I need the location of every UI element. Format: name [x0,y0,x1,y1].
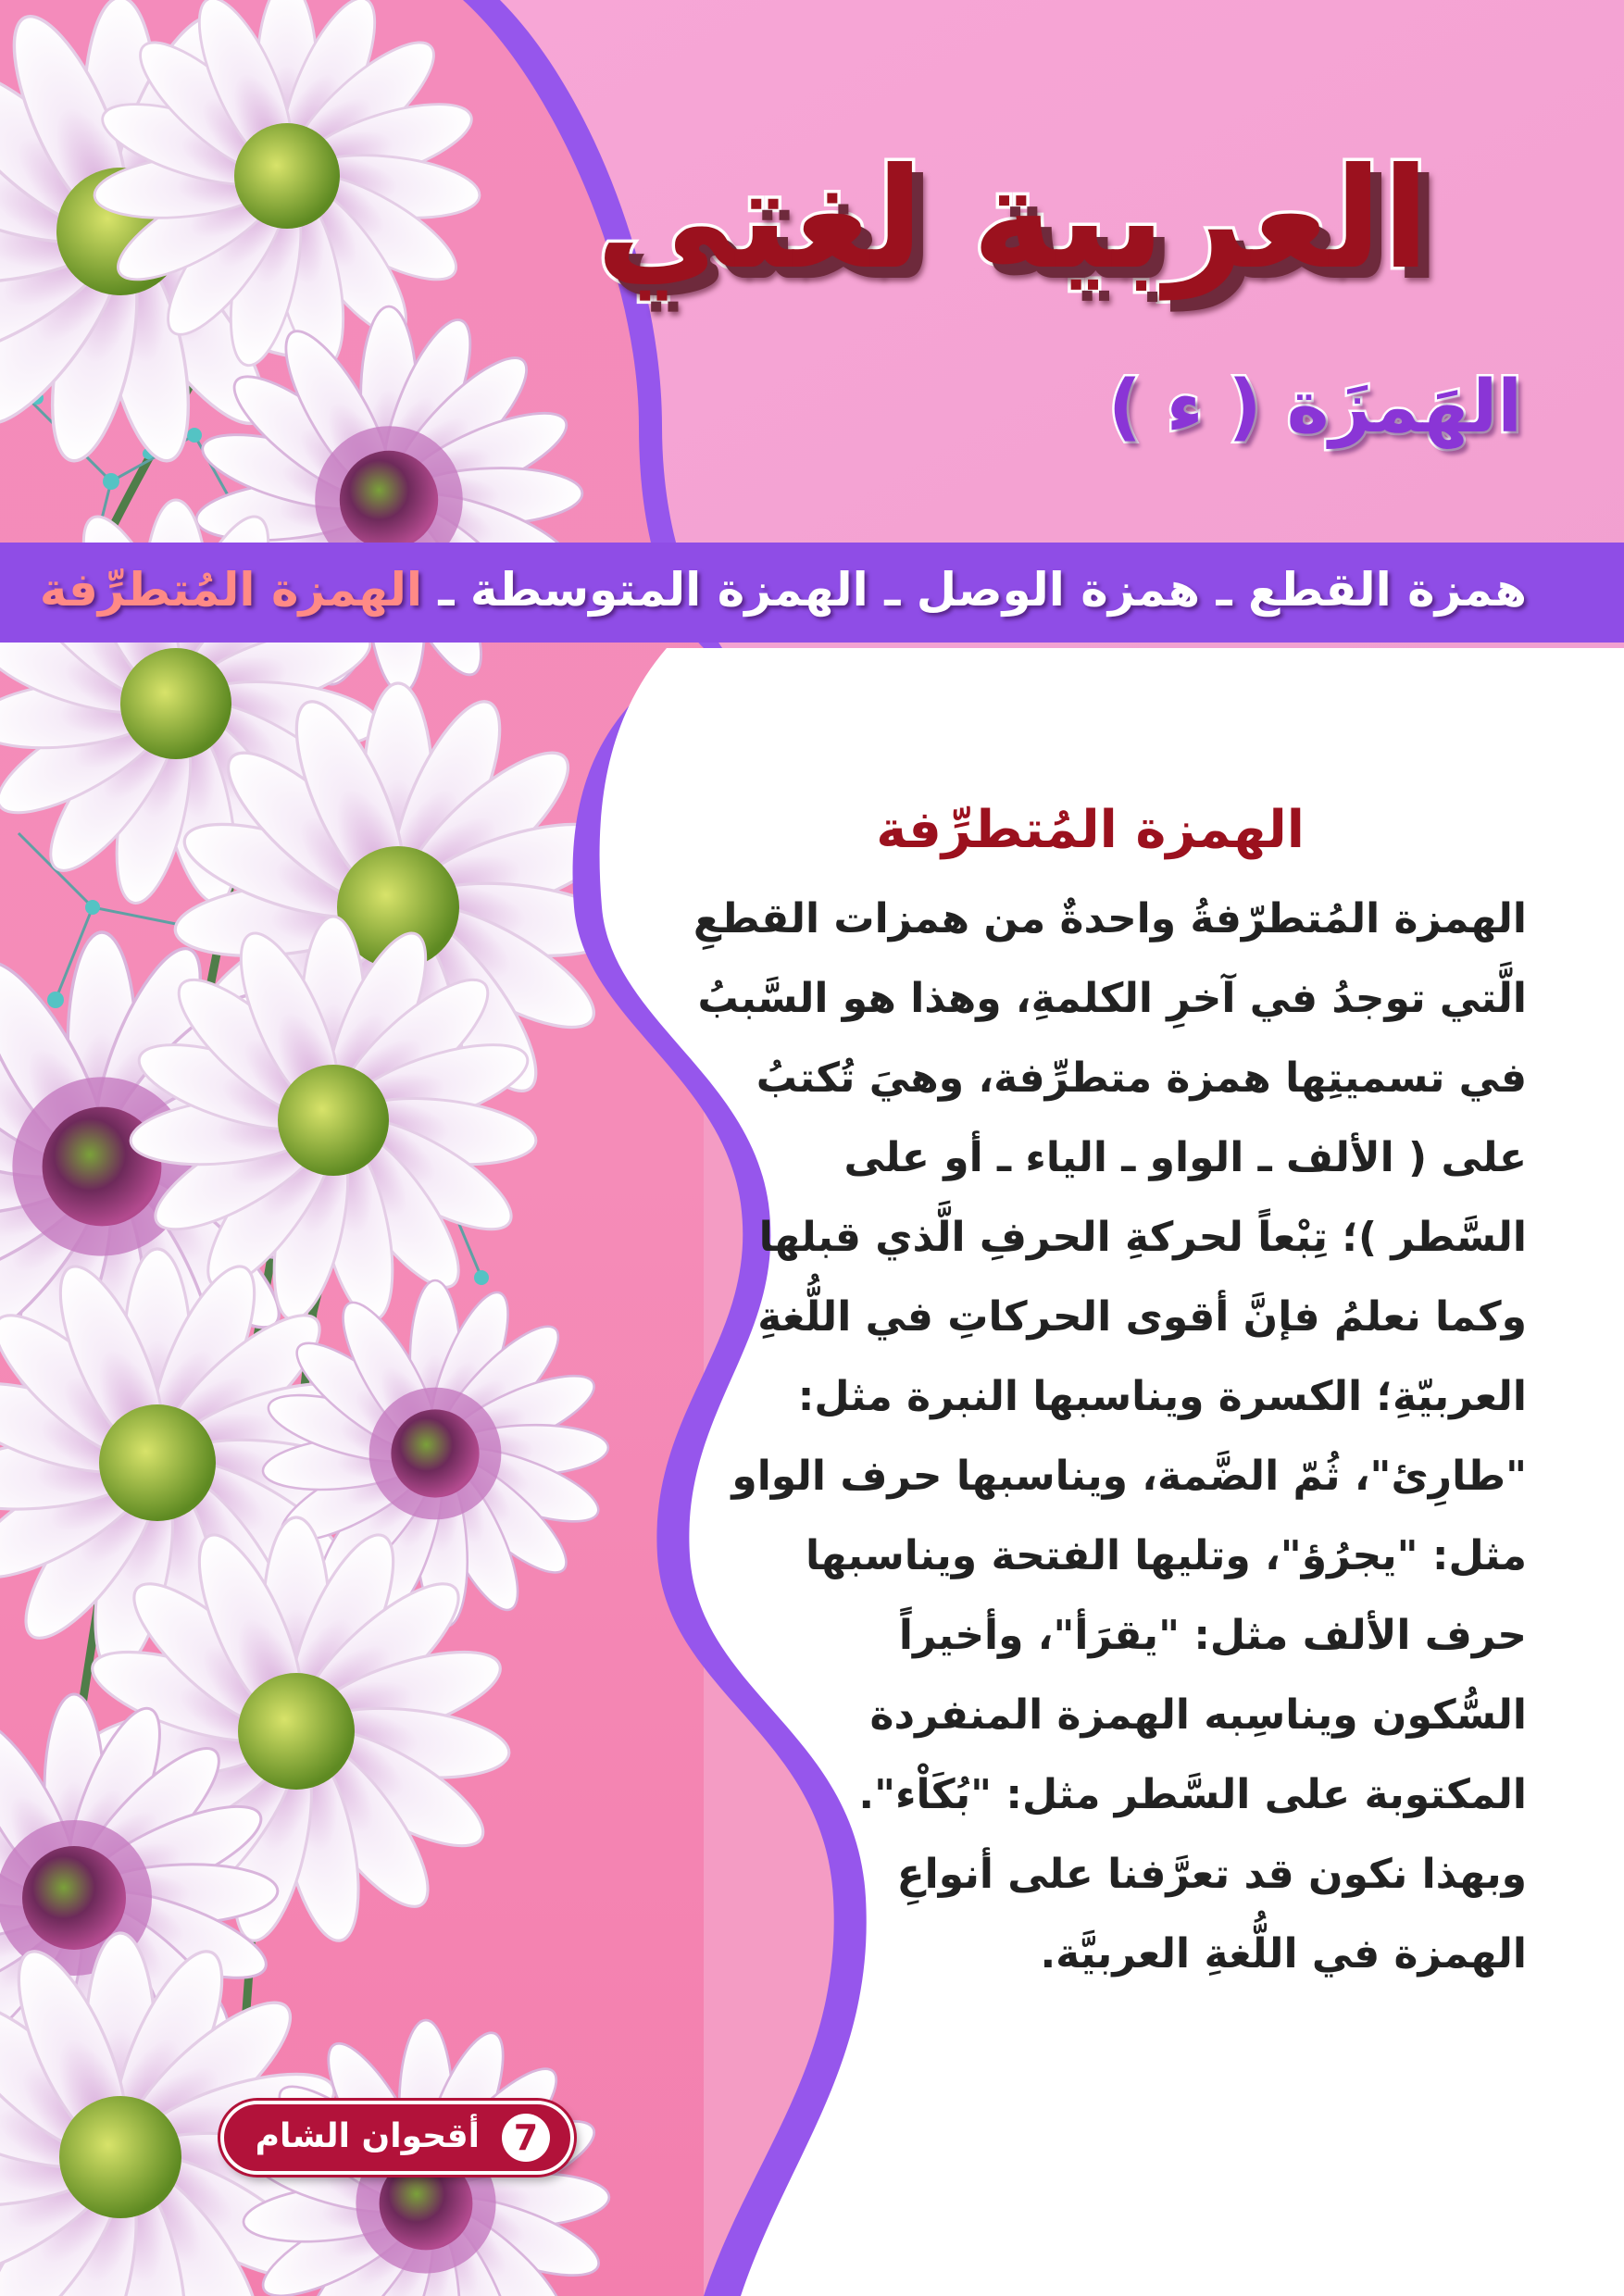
article-line: المكتوبة على السَّطر مثل: "بُكَاْء". [858,1771,1527,1818]
article-line: حرف الألف مثل: "يقرَأ"، وأخيراً [898,1612,1527,1659]
topic-title [1108,366,1522,449]
page-number: 7 [502,2114,550,2162]
hamza-symbol: ( ء ) [1107,366,1262,449]
topic-item: همزة الوصل [916,563,1201,617]
topic-item-active: الهمزة المُتطرِّفة [39,563,423,617]
article-line: الهمزة المُتطرّفةُ واحدةٌ من همزات القطعِ [693,895,1527,942]
topic-item: همزة القطع [1248,563,1527,617]
article-line: وكما نعلمُ فإنَّ أقوى الحركاتِ في اللُّغةِ [757,1293,1527,1341]
article-line: السَّطر )؛ تِبْعاً لحركةِ الحرفِ الَّذي قبلها [758,1214,1527,1261]
topic-separator: ـ [422,563,470,617]
topic-title-text: الهَمزَة [1286,366,1522,449]
magazine-name: أقحوان الشام [255,2117,480,2155]
article-line: الهمزة في اللُّغةِ العربيَّة. [1040,1930,1527,1978]
article-line: "طارِئ"، ثُمّ الضَّمة، ويناسبها حرف الواو [731,1453,1527,1500]
article-line: العربيّةِ؛ الكسرة ويناسبها النبرة مثل: [797,1373,1527,1420]
article-line: في تسميتِها همزة متطرِّفة، وهيَ تُكتبُ [756,1054,1527,1102]
article-line: السُّكون ويناسِبه الهمزة المنفردة [869,1691,1527,1739]
topic-separator: ـ [868,563,917,617]
article-line: الَّتي توجدُ في آخرِ الكلمةِ، وهذا هو السَّببُ [697,975,1527,1022]
article-line: على ( الألف ـ الواو ـ الياء ـ أو على [843,1134,1527,1181]
article-body [693,880,1527,1994]
page-footer-badge [220,2101,574,2175]
topics-list [40,563,1527,617]
topic-item: الهمزة المتوسطة [469,563,868,617]
article-line: مثل: "يجرُؤ"، وتليها الفتحة ويناسبها [805,1532,1527,1579]
topic-separator: ـ [1200,563,1249,617]
section-heading: الهمزة المُتطرِّفة [876,800,1305,861]
topics-banner [0,543,1624,643]
article-line: وبهذا نكون قد تعرَّفنا على أنواعِ [896,1851,1527,1898]
magazine-title: العربية لغتي [595,139,1430,300]
